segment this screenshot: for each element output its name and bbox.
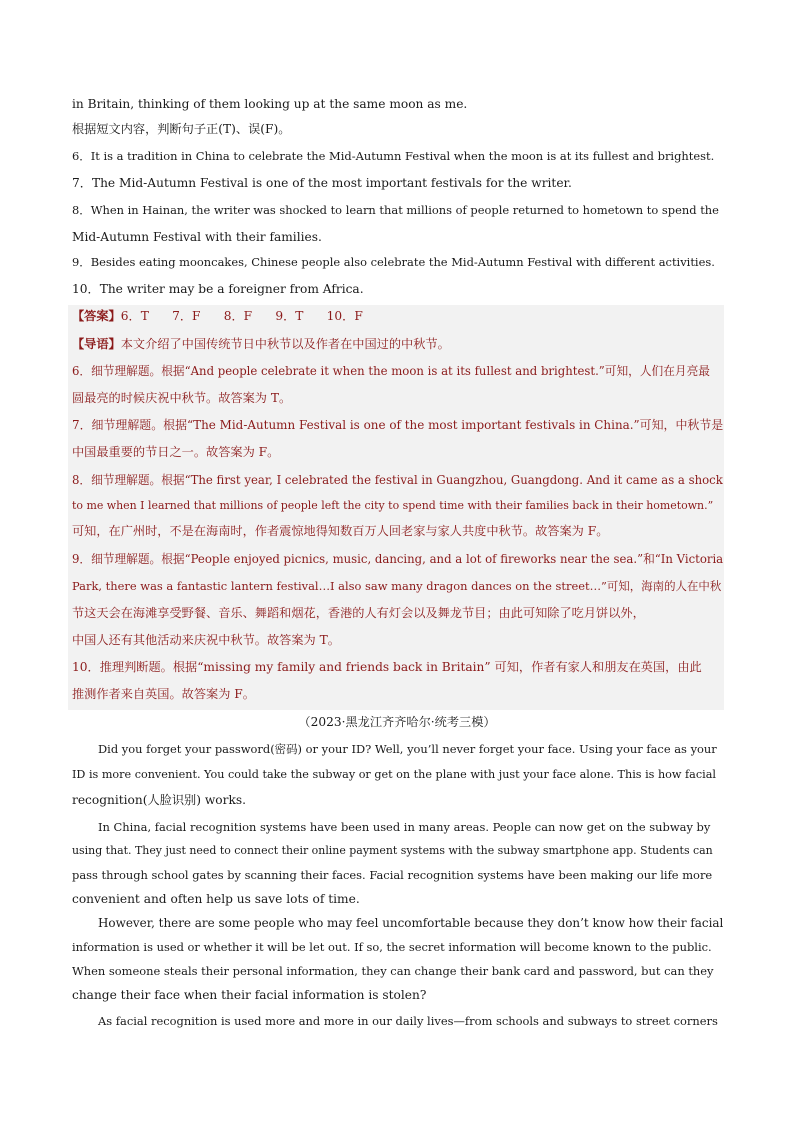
source-label: （2023·黑龙江齐齐哈尔·统考三模）: [298, 715, 496, 729]
explanation-9-cont3: 中国人还有其他活动来庆祝中秋节。故答案为 T。: [72, 633, 340, 647]
instruction: 根据短文内容，判断句子正(T)、误(F)。: [72, 122, 291, 136]
question-7: 7．The Mid-Autumn Festival is one of the most important festivals for the writer.: [72, 176, 572, 190]
explanation-8-cont: to me when I learned that millions of people left the city to spend time with their families back in their hometown.”: [72, 499, 714, 512]
passage-p2-l4: convenient and often help us save lots of time.: [72, 892, 360, 906]
passage-p1-l3: recognition(人脸识别) works.: [72, 793, 246, 807]
passage-p2-l3: pass through school gates by scanning their faces. Facial recognition systems have been making our life more: [72, 868, 713, 882]
explanation-6-cont: 圆最亮的时候庆祝中秋节。故答案为 T。: [72, 391, 292, 405]
answer-label: 【答案】: [72, 309, 121, 323]
explanation-7: 7．细节理解题。根据“The Mid-Autumn Festival is one of the most important festivals in China.”可知，中秋节是: [72, 418, 724, 432]
explanation-10: 10．推理判断题。根据“missing my family and friends back in Britain” 可知，作者有家人和朋友在英国，由此: [72, 660, 702, 674]
question-6: 6．It is a tradition in China to celebrate the Mid-Autumn Festival when the moon is at its fullest and brightest.: [72, 149, 715, 163]
question-8: 8．When in Hainan, the writer was shocked to learn that millions of people returned to hometown to spend the: [72, 203, 719, 217]
passage-p3-l3: When someone steals their personal information, they can change their bank card and password, but can they: [72, 964, 714, 978]
explanation-8-cont2: 可知，在广州时，不是在海南时，作者震惊地得知数百万人回老家与家人共度中秋节。故答案为 F。: [72, 524, 609, 538]
explanation-8: 8．细节理解题。根据“The first year, I celebrated the festival in Guangzhou, Guangdong. And it came as a shock: [72, 473, 723, 487]
explanation-6: 6．细节理解题。根据“And people celebrate it when the moon is at its fullest and brightest.”可知，人们在月亮最: [72, 364, 710, 378]
passage-p1-l2: ID is more convenient. You could take the subway or get on the plane with just your face alone. This is how facial: [72, 768, 716, 781]
question-9: 9．Besides eating mooncakes, Chinese people also celebrate the Mid-Autumn Festival with different activities.: [72, 255, 715, 269]
explanation-7-cont: 中国最重要的节日之一。故答案为 F。: [72, 445, 280, 459]
guide-line: [72, 336, 722, 352]
explanation-9-cont2: 节这天会在海滩享受野餐、音乐、舞蹈和烟花，香港的人有灯会以及舞龙节目；由此可知除了吃月饼以外，: [72, 606, 645, 620]
answer-text: 6．T 7．F 8．F 9．T 10．F: [120, 309, 363, 323]
question-10: 10．The writer may be a foreigner from Africa.: [72, 282, 364, 296]
passage-p3-l1: However, there are some people who may feel uncomfortable because they don’t know how their facial: [98, 916, 724, 930]
question-8-cont: Mid-Autumn Festival with their families.: [72, 230, 322, 244]
guide-label: 【导语】: [72, 337, 121, 351]
passage-p3-l2: information is used or whether it will be let out. If so, the secret information will become known to the public.: [72, 940, 712, 954]
explanation-9: 9．细节理解题。根据“People enjoyed picnics, music, dancing, and a lot of fireworks near the sea.”和“In Victoria: [72, 552, 724, 566]
passage-p2-l1: In China, facial recognition systems have been used in many areas. People can now get on the subway by: [98, 820, 711, 834]
previous-passage-tail: in Britain, thinking of them looking up at the same moon as me.: [72, 97, 468, 111]
passage-p2-l2: using that. They just need to connect their online payment systems with the subway smartphone app. Students can: [72, 844, 713, 857]
passage-p1-l1: Did you forget your password(密码) or your ID? Well, you’ll never forget your face. Using your face as your: [98, 742, 717, 756]
passage-p3-l4: change their face when their facial information is stolen?: [72, 988, 427, 1002]
explanation-9-cont: Park, there was a fantastic lantern festival…I also saw many dragon dances on the street…”可知，海南的人在中秋: [72, 579, 722, 593]
guide-text: 本文介绍了中国传统节日中秋节以及作者在中国过的中秋节。: [120, 337, 450, 351]
answer-line: [72, 308, 722, 324]
explanation-10-cont: 推测作者来自英国。故答案为 F。: [72, 687, 255, 701]
passage-p4-l1: As facial recognition is used more and more in our daily lives—from schools and subways to street corners: [98, 1014, 718, 1028]
